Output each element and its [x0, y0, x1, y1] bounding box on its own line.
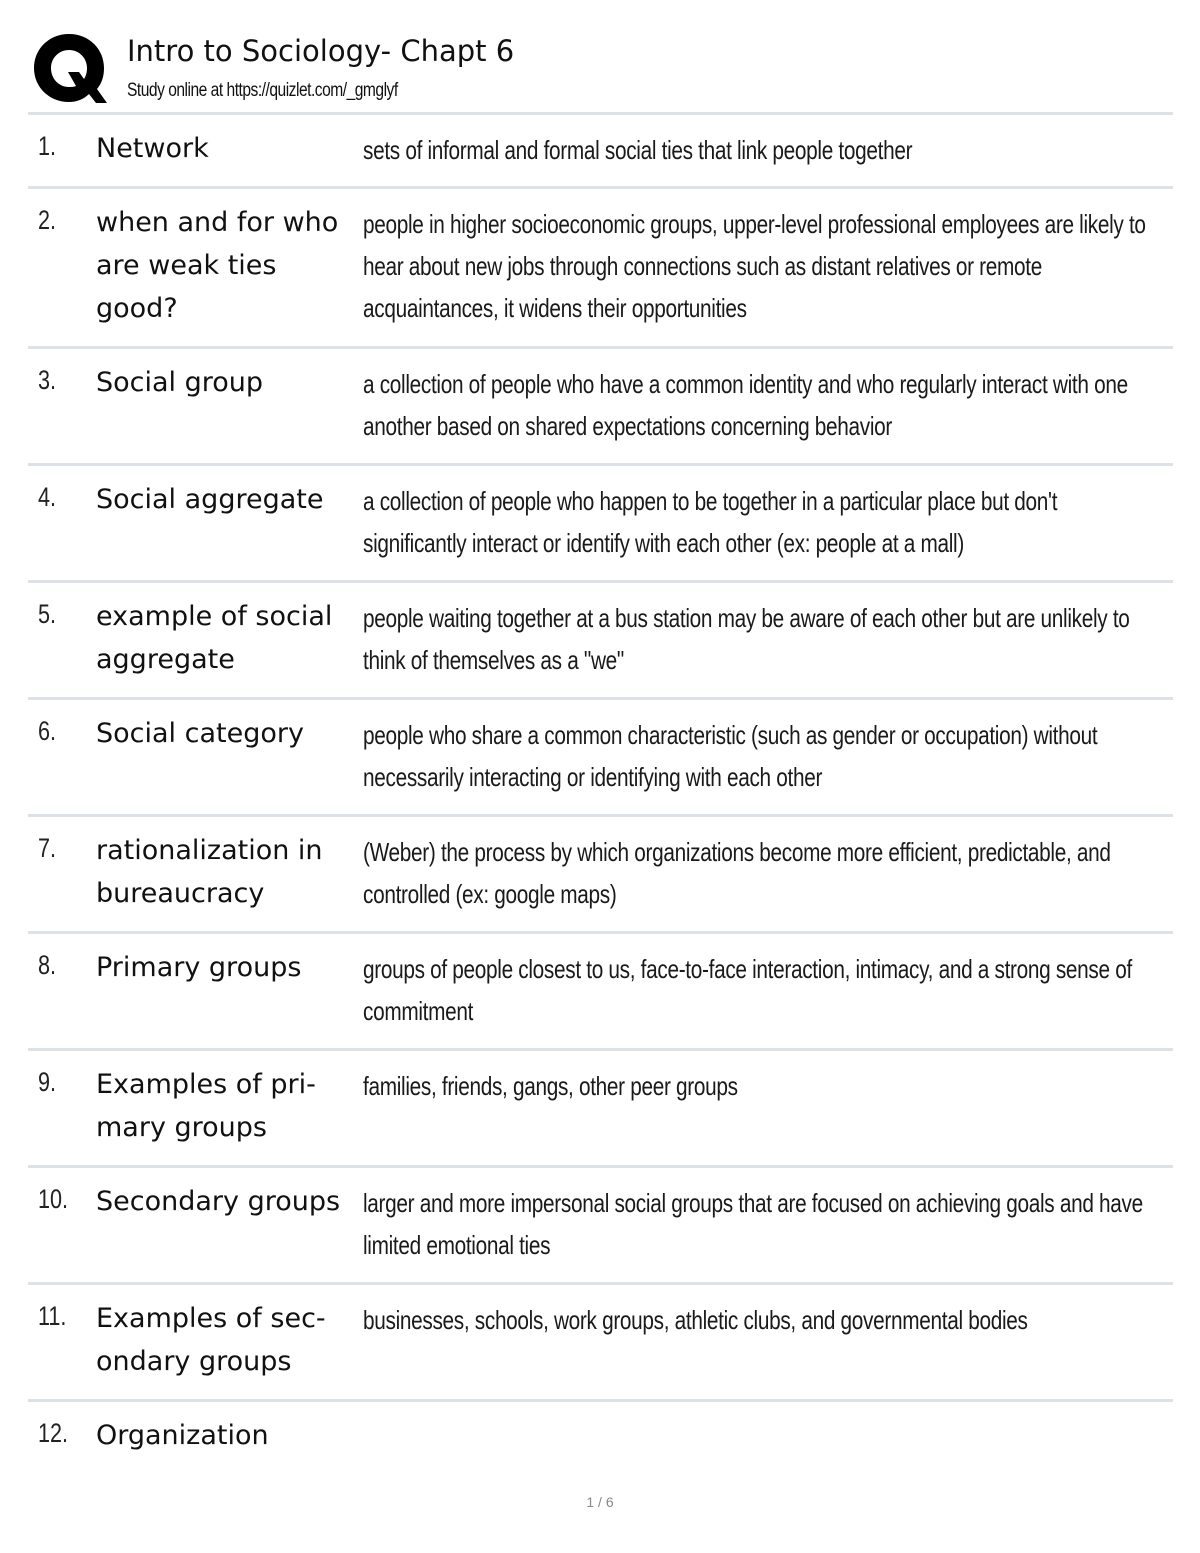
card-term: Organization — [96, 1420, 269, 1451]
card-number: 11. — [38, 1301, 67, 1331]
card-term: Social group — [96, 367, 264, 398]
card-definition: a collection of people who happen to be together in a particular place but don't significantly interact or identify with each other (ex: people at a mall) — [363, 486, 1058, 558]
card-number: 5. — [38, 599, 57, 629]
card-term: Examples of pri-mary groups — [96, 1069, 316, 1143]
flashcard-row — [28, 463, 1173, 580]
flashcard-row — [28, 186, 1173, 346]
card-number: 6. — [38, 716, 57, 746]
flashcard-row — [28, 814, 1173, 931]
card-definition: groups of people closest to us, face-to-face interaction, intimacy, and a strong sense of commitment — [363, 954, 1132, 1026]
flashcard-row — [28, 112, 1173, 186]
flashcard-list — [28, 112, 1173, 1473]
card-number: 8. — [38, 950, 57, 980]
card-definition: families, friends, gangs, other peer groups — [363, 1071, 738, 1101]
flashcard-row — [28, 931, 1173, 1048]
card-number: 12. — [38, 1418, 69, 1448]
card-term: example of social aggregate — [96, 601, 333, 675]
card-number: 3. — [38, 365, 57, 395]
quizlet-logo-icon — [30, 30, 108, 106]
flashcard-row — [28, 580, 1173, 697]
card-term: Network — [96, 133, 209, 164]
card-number: 7. — [38, 833, 57, 863]
card-number: 10. — [38, 1184, 69, 1214]
study-online-link[interactable]: Study online at https://quizlet.com/_gmglyf — [127, 80, 398, 101]
card-definition: people who share a common characteristic (such as gender or occupation) without necessarily interacting or identifying with each other — [363, 720, 1098, 792]
flashcard-row — [28, 1282, 1173, 1399]
card-number: 9. — [38, 1067, 57, 1097]
flashcard-row — [28, 1399, 1173, 1473]
card-definition: a collection of people who have a common identity and who regularly interact with one another based on shared expectations concerning behavior — [363, 369, 1128, 441]
card-number: 4. — [38, 482, 57, 512]
card-number: 1. — [38, 131, 57, 161]
card-term: Primary groups — [96, 952, 302, 983]
card-term: rationalization in bureaucracy — [96, 835, 323, 909]
page-number: 1 / 6 — [586, 1494, 614, 1510]
card-term: Secondary groups — [96, 1186, 341, 1217]
card-definition: (Weber) the process by which organizations become more efficient, predictable, and controlled (ex: google maps) — [363, 837, 1111, 909]
card-definition: businesses, schools, work groups, athletic clubs, and governmental bodies — [363, 1305, 1028, 1335]
flashcard-row — [28, 697, 1173, 814]
card-number: 2. — [38, 205, 57, 235]
document-header — [30, 30, 1172, 110]
flashcard-row — [28, 346, 1173, 463]
card-definition: people in higher socioeconomic groups, upper-level professional employees are likely to hear about new jobs through connections such as distant relatives or remote acquaintances, it widens their opportunities — [363, 209, 1146, 323]
card-definition: sets of informal and formal social ties that link people together — [363, 135, 913, 165]
card-term: when and for who are weak ties good? — [96, 207, 339, 324]
card-definition: people waiting together at a bus station may be aware of each other but are unlikely to think of themselves as a "we" — [363, 603, 1130, 675]
card-term: Social category — [96, 718, 304, 749]
document-title: Intro to Sociology- Chapt 6 — [127, 34, 515, 68]
card-term: Examples of sec-ondary groups — [96, 1303, 326, 1377]
flashcard-row — [28, 1165, 1173, 1282]
card-term: Social aggregate — [96, 484, 324, 515]
flashcard-row — [28, 1048, 1173, 1165]
card-definition: larger and more impersonal social groups that are focused on achieving goals and have limited emotional ties — [363, 1188, 1143, 1260]
